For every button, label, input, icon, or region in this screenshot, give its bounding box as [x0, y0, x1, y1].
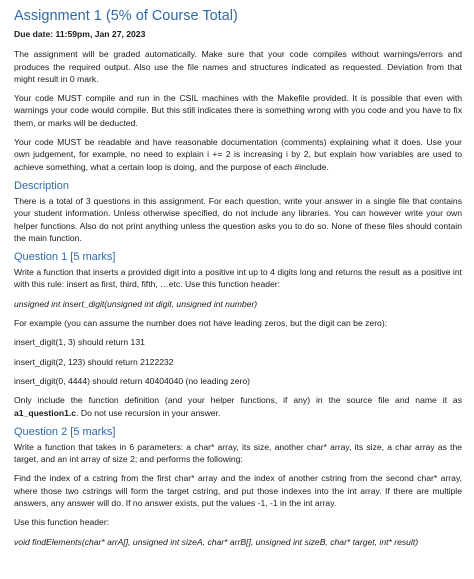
question-1-note [14, 394, 462, 419]
question-2-header-intro: Use this function header: [14, 517, 110, 528]
question-2-function-header: void findElements(char* arrA[], unsigned int sizeA, char* arrB[], unsigned int sizeB, char* target, int* result) [14, 536, 419, 547]
intro-paragraph-grading: The assignment will be graded automatically. Make sure that your code compiles without warnings/errors and produces the required output. Also use the file names and structures indicated as requested. Deviation from that might result in 0 mark. [14, 49, 462, 84]
question-2-heading: Question 2 [5 marks] [14, 425, 116, 438]
question-1-example: insert_digit(1, 3) should return 131 [14, 337, 145, 348]
question-1-example: insert_digit(0, 4444) should return 40404040 (no leading zero) [14, 375, 251, 386]
question-1-heading: Question 1 [5 marks] [14, 251, 116, 264]
question-1-note-prefix: Only include the function definition (and your helper functions, if any) in the source file and name it as [14, 395, 462, 406]
question-1-text: Write a function that inserts a provided digit into a positive int up to 4 digits long and returns the result as a positive int with this rule: insert as first, third, fifth, …etc. Use this function header: [14, 267, 462, 290]
question-2-text-detail: Find the index of a cstring from the first char* array and the index of another cstring from the second char* array, where those two cstrings will form the target cstring, and put those indexes into the int array. If there are multiple answers, any answer will do. If no answer exists, put the values -1, -1 in the int array. [14, 473, 462, 509]
description-heading: Description [14, 179, 70, 192]
question-1-example-intro: For example (you can assume the number does not have leading zeros, but the digit can be zero): [14, 318, 388, 329]
due-date: Due date: 11:59pm, Jan 27, 2023 [14, 29, 146, 39]
question-1-filename: a1_question1.c [14, 407, 77, 418]
question-2-text: Write a function that takes in 6 parameters: a char* array, its size, another char* array, its size, a char array as the target, and an int array of size 2; and performs the following: [14, 441, 462, 465]
question-1-note-suffix: . Do not use recursion in your answer. [76, 407, 221, 418]
intro-paragraph-compile: Your code MUST compile and run in the CSIL machines with the Makefile provided. It is possible that even with warnings your code would compile. But this still indicates there is something wrong with you code and you have to fix them, or marks will be deducted. [14, 93, 462, 128]
question-1-function-header: unsigned int insert_digit(unsigned int digit, unsigned int number) [14, 298, 258, 309]
question-1-example: insert_digit(2, 123) should return 2122232 [14, 356, 174, 367]
document-title: Assignment 1 (5% of Course Total) [14, 8, 238, 24]
intro-paragraph-readability: Your code MUST be readable and have reasonable documentation (comments) explaining what it does. Use your own judgement, for example, no need to explain i += 2 is increasing i by 2, but explain how variables are used to achieve something, what a certain loop is doing, and the purpose of each #include. [14, 137, 462, 172]
description-text: There is a total of 3 questions in this assignment. For each question, write your answer in a single file that contains your student information. Unless otherwise specified, do not include any libraries. You can however write your own helper functions. Also do not print anything unless the question asks you to do so. None of these files should contain the main function. [14, 195, 462, 243]
